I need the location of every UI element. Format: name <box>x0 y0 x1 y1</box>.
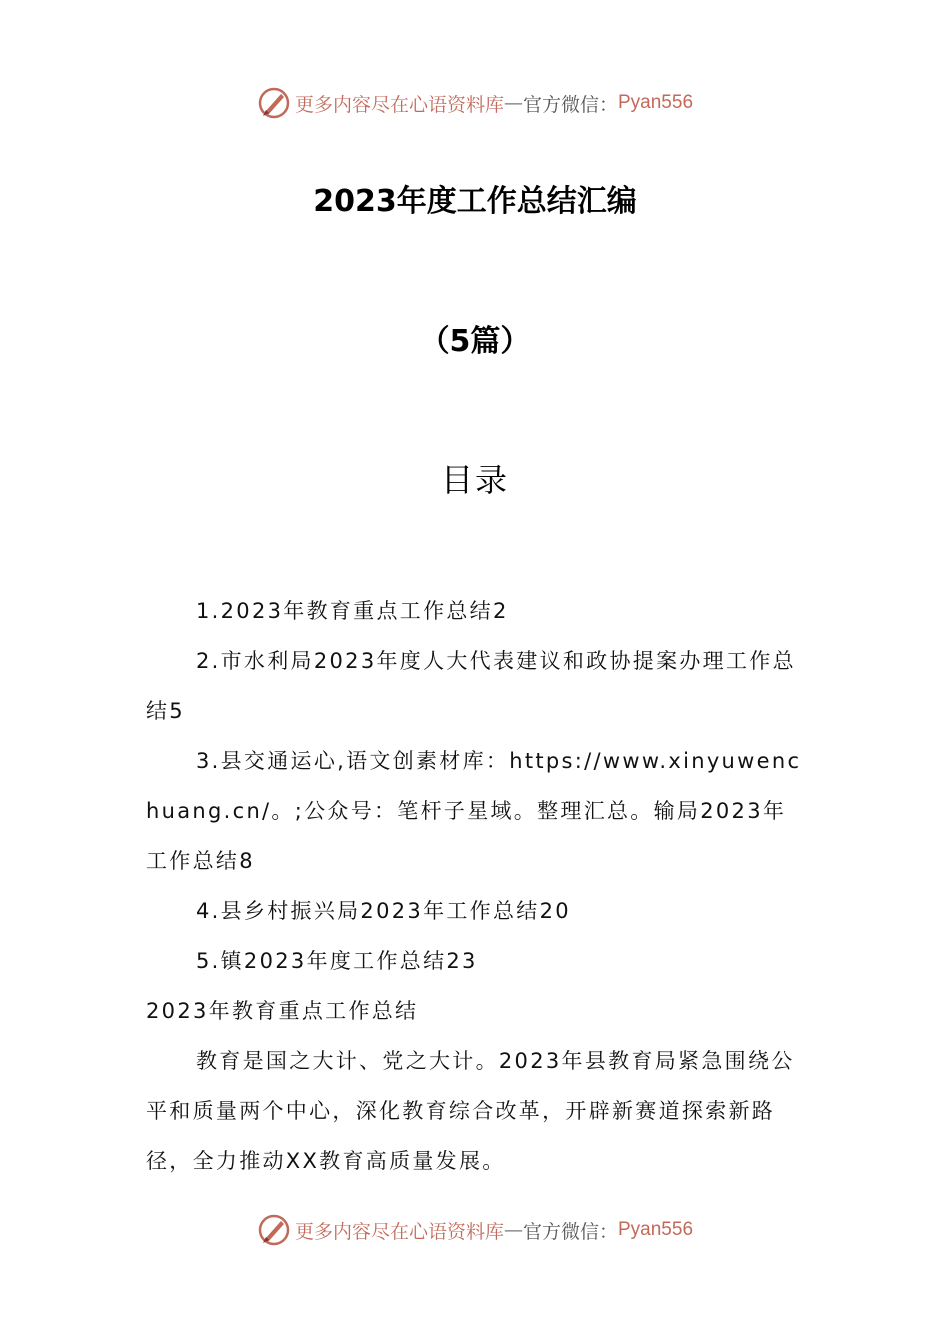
toc-item-4[interactable]: 4.县乡村振兴局2023年工作总结20 <box>196 899 571 923</box>
toc-item-3[interactable]: 3.县交通运心,语文创素材库：https://www.xinyuwenchuang.cn/。;公众号：笔杆子星域。整理汇总。输局2023年工作总结8 <box>146 749 802 873</box>
footer-banner <box>0 1210 950 1250</box>
intro-paragraph: 教育是国之大计、党之大计。2023年县教育局紧急围绕公平和质量两个中心，深化教育综合改革，开辟新赛道探索新路径，全力推动XX教育高质量发展。 <box>146 1049 795 1173</box>
doc-title: 2023年度工作总结汇编 <box>313 184 637 219</box>
banner-separator: — <box>503 92 523 114</box>
section-title: 2023年教育重点工作总结 <box>146 999 419 1023</box>
pen-logo-icon <box>257 86 291 120</box>
toc-item-2[interactable]: 2.市水利局2023年度人大代表建议和政协提案办理工作总结5 <box>146 649 796 723</box>
doc-subtitle: （5篇） <box>419 324 531 359</box>
toc-heading: 目录 <box>440 461 509 499</box>
document-body <box>146 586 808 1186</box>
banner-wechat-label: 官方微信： <box>522 93 618 116</box>
banner-text: 更多内容尽在心语资料库 <box>294 93 504 116</box>
banner-wechat-label: 官方微信： <box>522 1220 618 1243</box>
header-banner <box>0 83 950 123</box>
banner-text: 更多内容尽在心语资料库 <box>294 1220 504 1243</box>
banner-wechat-id: Pyan556 <box>618 1219 694 1240</box>
toc-item-5[interactable]: 5.镇2023年度工作总结23 <box>196 949 478 973</box>
banner-separator: — <box>503 1219 523 1241</box>
toc-item-1[interactable]: 1.2023年教育重点工作总结2 <box>196 599 509 623</box>
banner-wechat-id: Pyan556 <box>618 92 694 113</box>
pen-logo-icon <box>257 1213 291 1247</box>
